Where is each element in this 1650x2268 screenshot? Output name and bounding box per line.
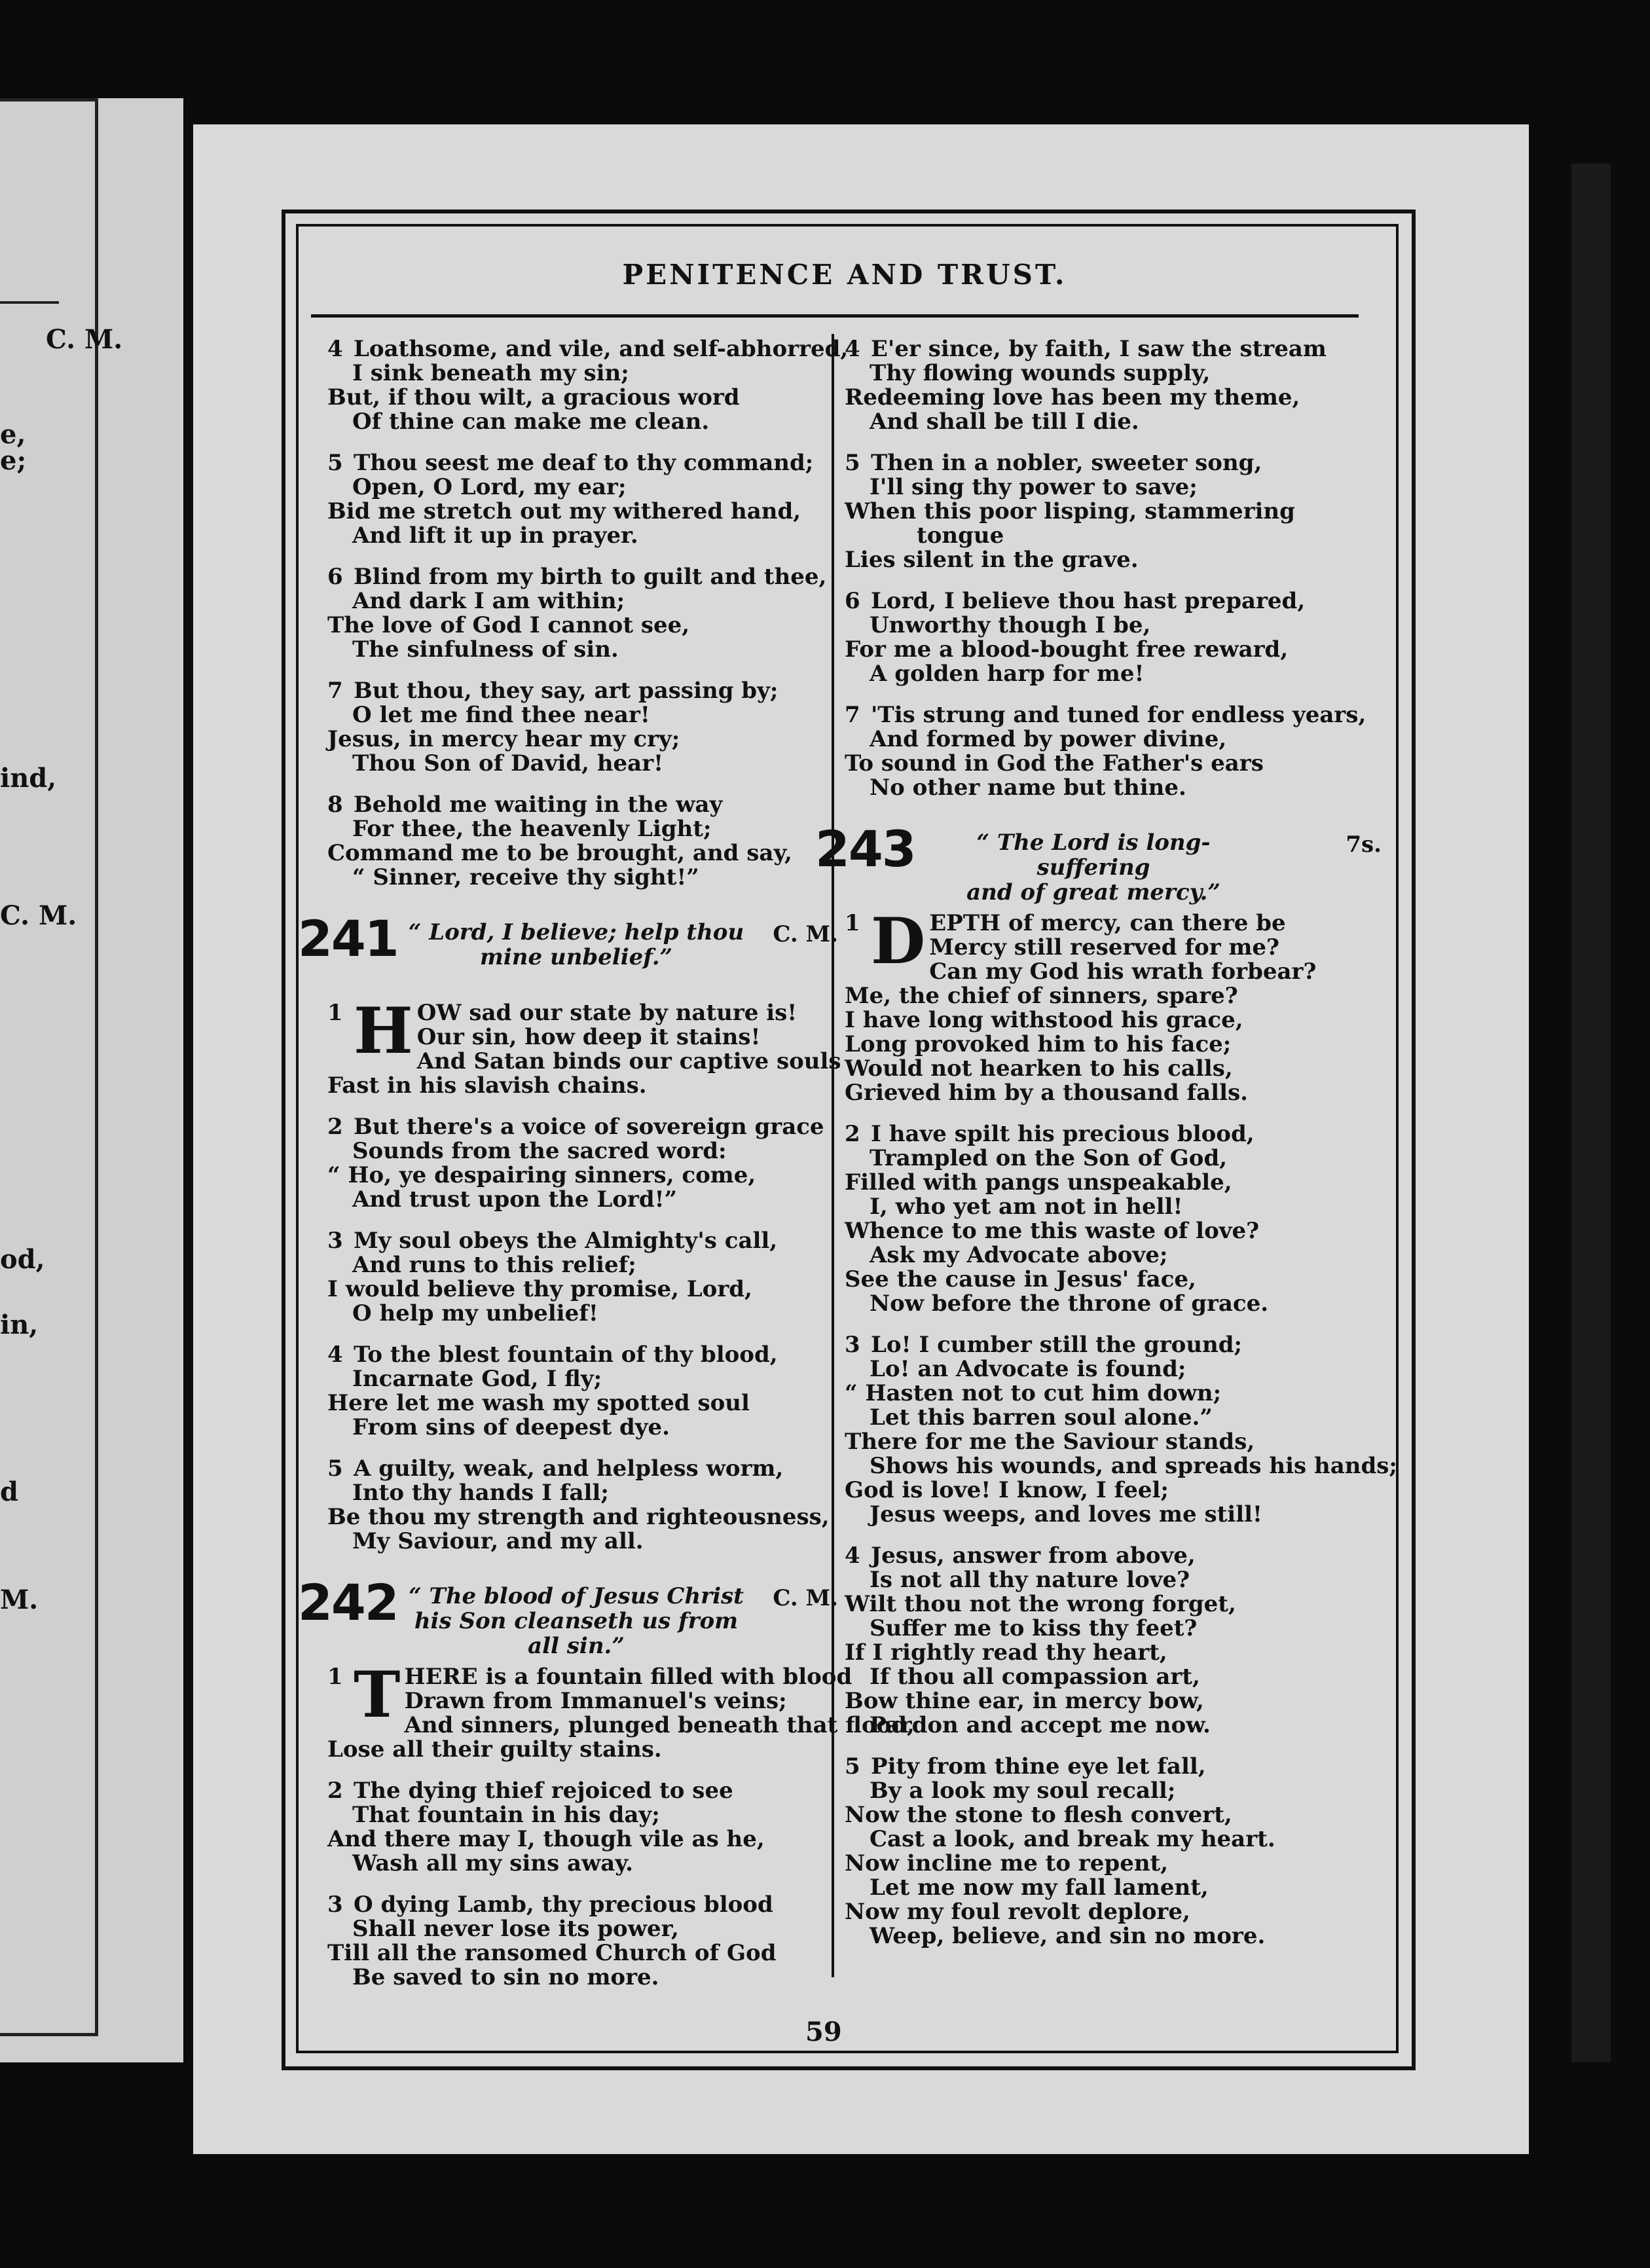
verse-line: Let this barren soul alone.” <box>870 1404 1213 1431</box>
verse-line: OW sad our state by nature is! <box>416 1000 798 1026</box>
hymn-header <box>298 1573 838 1659</box>
verse-line: Till all the ransomed Church of God <box>327 1940 777 1966</box>
verse-line: Incarnate God, I fly; <box>352 1366 602 1392</box>
verse-line: Now my foul revolt deplore, <box>845 1899 1190 1925</box>
facing-fragment: e; <box>0 445 27 476</box>
verse-line: Into thy hands I fall; <box>352 1480 609 1506</box>
verse-line: That fountain in his day; <box>352 1802 660 1828</box>
hymn-title-line: mine unbelief.” <box>479 944 673 970</box>
verse-line: Suffer me to kiss thy feet? <box>870 1615 1198 1641</box>
verse-line: Is not all thy nature love? <box>870 1567 1190 1593</box>
verse-line: I have long withstood his grace, <box>845 1007 1243 1033</box>
hymn-meter: C. M. <box>773 921 838 947</box>
right-column <box>815 336 1397 1966</box>
verse-line: If I rightly read thy heart, <box>845 1639 1167 1666</box>
stanza <box>327 336 849 435</box>
hymn-title-line: “ The Lord is long-suffering <box>976 830 1211 881</box>
stanza-number: 2 <box>327 1778 343 1804</box>
verse-line: 7 But thou, they say, art passing by; <box>327 678 779 704</box>
stanza <box>327 1115 838 1212</box>
stanza-first <box>845 904 1382 1106</box>
hymn-title-line: and of great mercy.” <box>966 879 1220 905</box>
stanza-number: 7 <box>845 702 860 728</box>
hymn-title <box>406 1584 746 1658</box>
stanza-number: 3 <box>845 1332 860 1358</box>
verse-line: 4 To the blest fountain of thy blood, <box>327 1342 778 1368</box>
verse-line: Pardon and accept me now. <box>870 1712 1211 1738</box>
verse-line: 2 I have spilt his precious blood, <box>845 1121 1255 1147</box>
facing-fragment: in, <box>0 1309 39 1340</box>
verse-line: tongue <box>917 522 1004 549</box>
verse-line: There for me the Saviour stands, <box>845 1429 1255 1455</box>
stanza <box>327 679 838 776</box>
stanza <box>845 1122 1382 1316</box>
verse-line: Can my God his wrath forbear? <box>929 959 1317 985</box>
stanza-number: 7 <box>327 678 343 704</box>
verse-line: Whence to me this waste of love? <box>845 1218 1260 1244</box>
stanza <box>327 1779 838 1876</box>
stanza-number: 4 <box>327 1342 343 1368</box>
verse-line: 8 Behold me waiting in the way <box>327 792 723 818</box>
verse-line: O let me find thee near! <box>352 702 650 728</box>
verse-line: And Satan binds our captive souls <box>416 1048 841 1074</box>
facing-fragment: od, <box>0 1244 45 1275</box>
stanza-first <box>327 1658 915 1763</box>
hymn-meter: 7s. <box>1346 832 1382 858</box>
hymn-title <box>406 920 746 970</box>
verse-line: 4 E'er since, by faith, I saw the stream <box>845 336 1327 362</box>
verse-line: 2 But there's a voice of sovereign grace <box>327 1114 824 1140</box>
verse-line: When this poor lisping, stammering <box>845 498 1295 524</box>
verse-line: A golden harp for me! <box>870 661 1145 687</box>
stanza <box>845 1332 1397 1527</box>
verse-line: Drawn from Immanuel's veins; <box>404 1688 787 1714</box>
verse-line: God is love! I know, I feel; <box>845 1477 1169 1503</box>
stanza <box>845 337 1382 434</box>
verse-line: I sink beneath my sin; <box>352 360 629 386</box>
verse-line: Lose all their guilty stains. <box>327 1736 662 1763</box>
stanza <box>845 451 1382 572</box>
hymn-number: 243 <box>815 820 915 878</box>
verse-line: Long provoked him to his face; <box>845 1031 1232 1057</box>
verse-line: Mercy still reserved for me? <box>929 934 1279 960</box>
verse-line: Redeeming love has been my theme, <box>845 384 1300 411</box>
verse-line: No other name but thine. <box>870 775 1186 801</box>
verse-line: Thy flowing wounds supply, <box>870 360 1211 386</box>
stanza <box>845 1544 1382 1738</box>
verse-line: The sinfulness of sin. <box>352 636 619 663</box>
facing-fragment: d <box>0 1476 18 1507</box>
stanza-number: 2 <box>327 1114 343 1140</box>
verse-line: Lo! an Advocate is found; <box>870 1356 1186 1382</box>
page-number: 59 <box>805 2017 842 2047</box>
verse-line: “ Sinner, receive thy sight!” <box>352 864 699 890</box>
stanza-number: 8 <box>327 792 343 818</box>
stanza-number: 1 <box>845 910 860 936</box>
verse-line: 6 Lord, I believe thou hast prepared, <box>845 588 1306 614</box>
drop-capital: D <box>871 904 926 978</box>
header-rule <box>311 314 1359 318</box>
hymn-title-line: his Son cleanseth us from all sin.” <box>414 1608 739 1659</box>
hymn-number: 241 <box>298 909 398 968</box>
verse-line: See the cause in Jesus' face, <box>845 1266 1196 1292</box>
verse-line: Cast a look, and break my heart. <box>870 1826 1275 1852</box>
verse-line: And dark I am within; <box>352 588 625 614</box>
verse-line: From sins of deepest dye. <box>352 1414 670 1440</box>
verse-line: Jesus weeps, and loves me still! <box>870 1501 1262 1527</box>
verse-line: 5 Pity from thine eye let fall, <box>845 1753 1206 1780</box>
verse-line: Here let me wash my spotted soul <box>327 1390 750 1416</box>
verse-line: Shows his wounds, and spreads his hands; <box>870 1453 1397 1479</box>
stanza-number: 4 <box>845 336 860 362</box>
stanza <box>845 1755 1382 1948</box>
verse-line: Now the stone to flesh convert, <box>845 1802 1232 1828</box>
verse-line: Fast in his slavish chains. <box>327 1072 647 1099</box>
verse-line: 5 Then in a nobler, sweeter song, <box>845 450 1262 476</box>
stanza <box>327 1457 838 1554</box>
verse-line: Of thine can make me clean. <box>352 409 710 435</box>
verse-line: Thou Son of David, hear! <box>352 750 664 777</box>
verse-line: Unworthy though I be, <box>870 612 1151 638</box>
verse-line: 7 'Tis strung and tuned for endless years, <box>845 702 1366 728</box>
verse-line: “ Ho, ye despairing sinners, come, <box>327 1162 756 1188</box>
hymn-title <box>923 830 1264 905</box>
stanza-number: 5 <box>327 1455 343 1482</box>
verse-line: O help my unbelief! <box>352 1300 598 1326</box>
stanza <box>845 703 1382 800</box>
verse-line: And sinners, plunged beneath that flood, <box>404 1712 915 1738</box>
verse-line: The love of God I cannot see, <box>327 612 690 638</box>
drop-capital: H <box>354 994 413 1068</box>
verse-line: 6 Blind from my birth to guilt and thee, <box>327 564 827 590</box>
verse-line: And there may I, though vile as he, <box>327 1826 765 1852</box>
stanza-number: 4 <box>845 1543 860 1569</box>
verse-line: Ask my Advocate above; <box>870 1242 1168 1268</box>
verse-line: Our sin, how deep it stains! <box>416 1024 761 1050</box>
stanza-number: 1 <box>327 1664 343 1690</box>
verse-line: Open, O Lord, my ear; <box>352 474 627 500</box>
verse-line: Wash all my sins away. <box>352 1850 634 1876</box>
verse-line: I'll sing thy power to save; <box>870 474 1198 500</box>
stanza-number: 3 <box>327 1892 343 1918</box>
verse-line: For me a blood-bought free reward, <box>845 636 1289 663</box>
facing-fragment: M. <box>0 1584 39 1615</box>
verse-line: My Saviour, and my all. <box>352 1528 644 1554</box>
facing-fragment: ind, <box>0 763 57 794</box>
hymn-meter: C. M. <box>773 1585 838 1611</box>
verse-line: And runs to this relief; <box>352 1252 636 1278</box>
stanza-number: 5 <box>327 450 343 476</box>
verse-line: Sounds from the sacred word: <box>352 1138 727 1164</box>
verse-line: Now incline me to repent, <box>845 1850 1169 1876</box>
facing-fragment: C. M. <box>0 900 77 931</box>
verse-line: 3 Lo! I cumber still the ground; <box>845 1332 1243 1358</box>
stanza-number: 6 <box>327 564 343 590</box>
stanza <box>327 1893 838 1990</box>
facing-fragment: C. M. <box>46 324 123 355</box>
stanza <box>327 451 838 548</box>
verse-line: Grieved him by a thousand falls. <box>845 1080 1248 1106</box>
stanza-number: 3 <box>327 1228 343 1254</box>
verse-line: To sound in God the Father's ears <box>845 750 1264 777</box>
verse-line: Bow thine ear, in mercy bow, <box>845 1688 1204 1714</box>
hymn-header <box>298 909 838 988</box>
verse-line: Bid me stretch out my withered hand, <box>327 498 801 524</box>
stanza-number: 5 <box>845 1753 860 1780</box>
verse-line: 4 Jesus, answer from above, <box>845 1543 1196 1569</box>
stanza-number: 1 <box>327 1000 343 1026</box>
verse-line: Command me to be brought, and say, <box>327 840 792 866</box>
stanza <box>327 793 838 890</box>
verse-line: Would not hearken to his calls, <box>845 1055 1233 1082</box>
drop-capital: T <box>354 1658 401 1732</box>
verse-line: Let me now my fall lament, <box>870 1875 1209 1901</box>
verse-line: Be thou my strength and righteousness, <box>327 1504 830 1530</box>
verse-line: 4 Loathsome, and vile, and self-abhorred, <box>327 336 849 362</box>
verse-line: Me, the chief of sinners, spare? <box>845 983 1238 1009</box>
facing-fragment: e, <box>0 419 26 450</box>
verse-line: 2 The dying thief rejoiced to see <box>327 1778 733 1804</box>
hymn-title-line: “ Lord, I believe; help thou <box>408 919 744 945</box>
verse-line: Shall never lose its power, <box>352 1916 679 1942</box>
hymn-header <box>815 820 1382 905</box>
verse-line: Jesus, in mercy hear my cry; <box>327 726 680 752</box>
stanza-number: 2 <box>845 1121 860 1147</box>
verse-line: 5 Thou seest me deaf to thy command; <box>327 450 814 476</box>
hymn-number: 242 <box>298 1573 398 1632</box>
verse-line: And lift it up in prayer. <box>352 522 638 549</box>
facing-page-frame <box>0 98 98 2036</box>
verse-line: If thou all compassion art, <box>870 1664 1200 1690</box>
verse-line: Lies silent in the grave. <box>845 547 1139 573</box>
verse-line: Trampled on the Son of God, <box>870 1145 1228 1171</box>
stanza-number: 5 <box>845 450 860 476</box>
verse-line: Weep, believe, and sin no more. <box>870 1923 1266 1949</box>
verse-line: 3 My soul obeys the Almighty's call, <box>327 1228 778 1254</box>
verse-line: For thee, the heavenly Light; <box>352 816 712 842</box>
verse-line: And formed by power divine, <box>870 726 1227 752</box>
verse-line: And shall be till I die. <box>870 409 1139 435</box>
verse-line: Now before the throne of grace. <box>870 1290 1269 1317</box>
verse-line: By a look my soul recall; <box>870 1778 1176 1804</box>
stanza-number: 4 <box>327 336 343 362</box>
verse-line: 5 A guilty, weak, and helpless worm, <box>327 1455 784 1482</box>
stanza <box>327 1343 838 1440</box>
verse-line: HERE is a fountain filled with blood <box>404 1664 852 1690</box>
verse-line: 3 O dying Lamb, thy precious blood <box>327 1892 773 1918</box>
stanza <box>327 565 838 662</box>
stanza <box>845 589 1382 686</box>
verse-line: Filled with pangs unspeakable, <box>845 1169 1232 1196</box>
hymn-title-line: “ The blood of Jesus Christ <box>409 1583 744 1609</box>
stanza <box>327 1229 838 1326</box>
verse-line: Wilt thou not the wrong forget, <box>845 1591 1236 1617</box>
page-header: PENITENCE AND TRUST. <box>622 259 1067 291</box>
book-edge <box>1571 164 1611 2062</box>
verse-line: I, who yet am not in hell! <box>870 1194 1183 1220</box>
facing-page-rule <box>0 301 59 304</box>
verse-line: “ Hasten not to cut him down; <box>845 1380 1222 1406</box>
verse-line: EPTH of mercy, can there be <box>929 910 1286 936</box>
verse-line: Be saved to sin no more. <box>352 1964 659 1990</box>
stanza-first <box>327 994 841 1099</box>
verse-line: But, if thou wilt, a gracious word <box>327 384 740 411</box>
verse-line: I would believe thy promise, Lord, <box>327 1276 752 1302</box>
stanza-number: 6 <box>845 588 860 614</box>
verse-line: And trust upon the Lord!” <box>352 1186 678 1213</box>
